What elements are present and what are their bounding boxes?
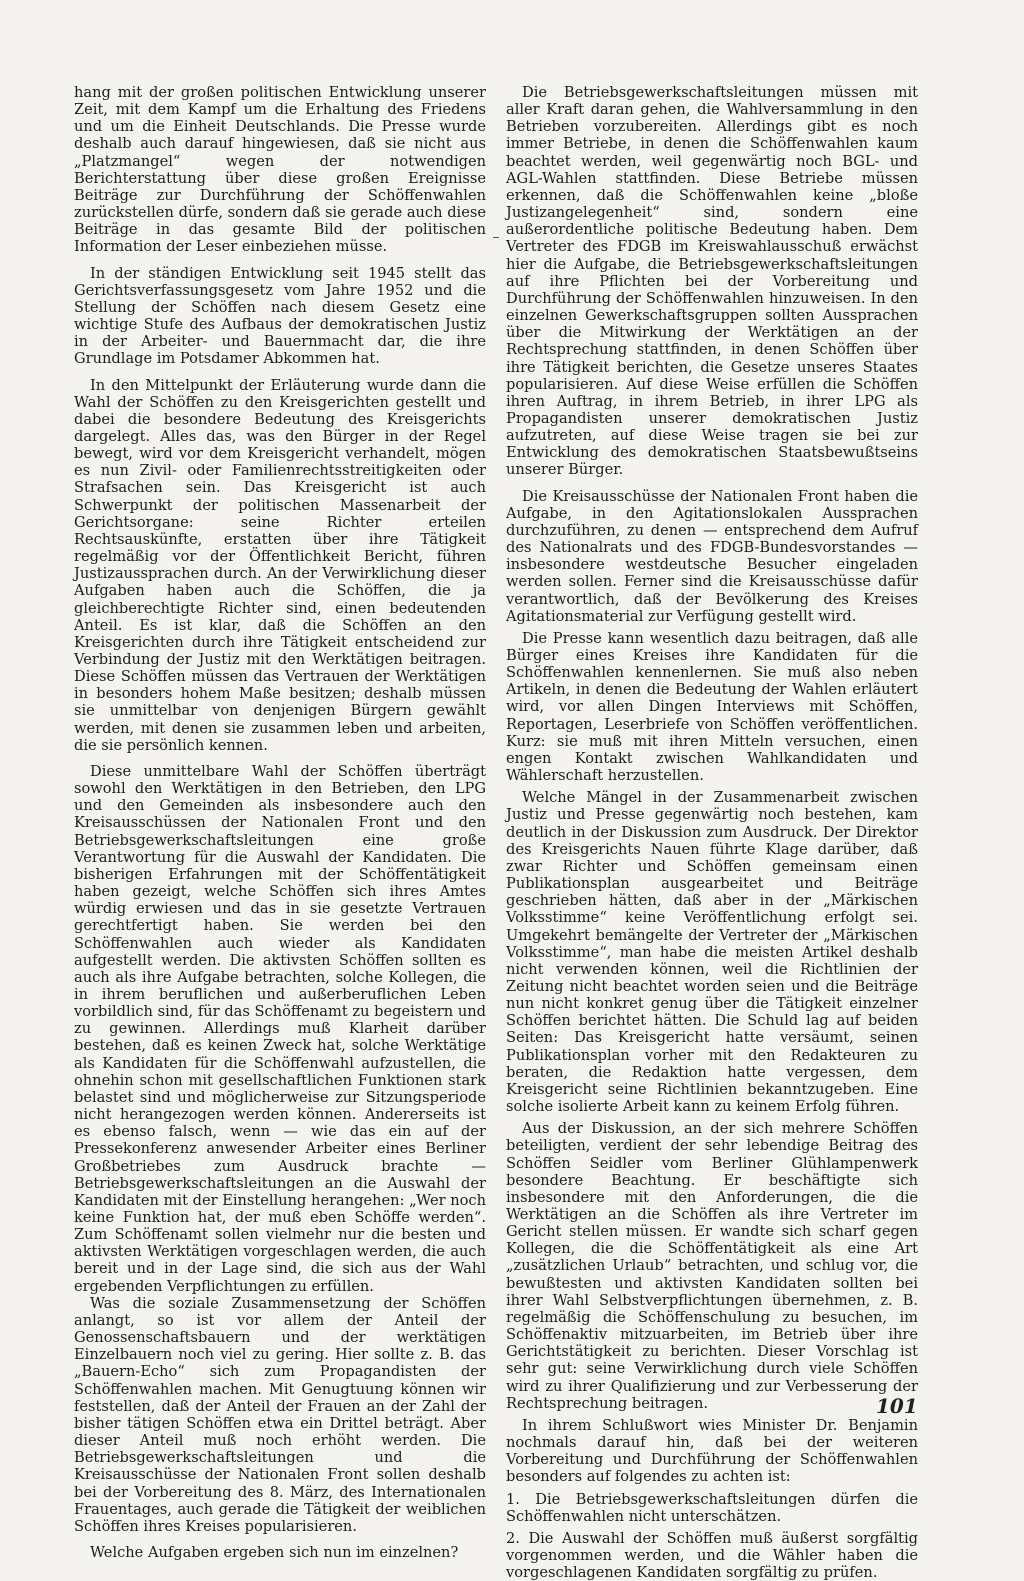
paragraph-question: Welche Aufgaben ergeben sich nun im einzelnen? bbox=[90, 1543, 459, 1561]
paragraph: In der ständigen Entwicklung seit 1945 stellt das Gerichtsverfassungsgesetz vom Jahre 1952 und die Stellung der Schöffen nach diesem Gesetz eine wichtige Stufe des Aufbaus der demokratischen Justiz in der Arbeiter- und Bauernmacht dar, die ihre Grundlage im Potsdamer Abkommen hat. bbox=[74, 264, 486, 368]
paragraph: In ihrem Schlußwort wies Minister Dr. Benjamin nochmals darauf hin, daß bei der weiteren Vorbereitung und Durchführung der Schöffenwahlen besonders auf folgendes zu achten ist: bbox=[506, 1416, 918, 1486]
paragraph: Diese unmittelbare Wahl der Schöffen überträgt sowohl den Werktätigen in den Betrieben, den LPG und den Gemeinden als insbesondere auch den Kreisausschüssen der Nationalen Front und den Betriebsgewerkschaftsleitungen eine große Verantwortung für die Auswahl der Kandidaten. Die bisherigen Erfahrungen mit der Schöffentätigkeit haben gezeigt, welche Schöffen sich ihres Amtes würdig erwiesen und das in sie gesetzte Vertrauen gerechtfertigt haben. Sie werden bei den Schöffenwahlen auch wieder als Kandidaten aufgestellt werden. Die aktivsten Schöffen sollten es auch als ihre Aufgabe betrachten, solche Kollegen, die in ihrem beruflichen und außerberuflichen Leben vorbildlich sind, für das Schöffenamt zu begeistern und zu gewinnen. Allerdings muß Klarheit darüber bestehen, daß es keinen Zweck hat, solche Werktätige als Kandidaten für die Schöffenwahl aufzustellen, die ohnehin schon mit gesellschaftlichen Funktionen stark belastet sind und möglicherweise zur Sitzungsperiode nicht herangezogen werden können. Andererseits ist es ebenso falsch, wenn — wie das ein auf der Pressekonferenz anwesender Arbeiter eines Berliner Großbetriebes zum Ausdruck brachte — Betriebsgewerkschaftsleitungen an die Auswahl der Kandidaten mit der Einstellung herangehen: „Wer noch keine Funktion hat, der muß eben Schöffe werden“. Zum Schöffenamt sollen vielmehr nur die besten und aktivsten Werktätigen vorgeschlagen werden, die auch bereit und in der Lage sind, die sich aus der Wahl ergebenden Verpflichtungen zu erfüllen. bbox=[74, 762, 486, 1295]
paragraph: hang mit der großen politischen Entwicklung unserer Zeit, mit dem Kampf um die Erhaltung des Friedens und um die Einheit Deutschlands. Die Presse wurde deshalb auch darauf hingewiesen, daß sie nicht aus „Platzmangel“ wegen der notwendigen Berichterstattung über diese großen Ereignisse Beiträge zur Durchführung der Schöffenwahlen zurückstellen dürfe, sondern daß sie gerade auch diese Beiträge in das gesamte Bild der politischen Information der Leser einbeziehen müsse. bbox=[74, 84, 486, 256]
paragraph: Welche Mängel in der Zusammenarbeit zwischen Justiz und Presse gegenwärtig noch bestehen, kam deutlich in der Diskussion zum Ausdruck. Der Direktor des Kreisgerichts Nauen führte Klage darüber, daß zwar Richter und Schöffen gemeinsam einen Publikationsplan ausgearbeitet und Beiträge geschrieben hätten, daß aber in der „Märkischen Volksstimme“ keine Veröffentlichung erfolgt sei. Umgekehrt bemängelte der Vertreter der „Märkischen Volksstimme“, man habe die meisten Artikel deshalb nicht verwenden können, weil die Richtlinien der Zeitung nicht beachtet worden seien und die Beiträge nun nicht konkret genug über die Tätigkeit einzelner Schöffen berichtet hätten. Die Schuld lag auf beiden Seiten: Das Kreisgericht hatte versäumt, seinen Publikationsplan vorher mit den Redakteuren zu beraten, die Redaktion hatte vergessen, dem Kreisgericht seine Richtlinien bekanntzugeben. Eine solche isolierte Arbeit kann zu keinem Erfolg führen. bbox=[506, 789, 918, 1116]
paragraph: Was die soziale Zusammensetzung der Schöffen anlangt, so ist vor allem der Anteil der Genossenschaftsbauern und der werktätigen Einzelbauern noch viel zu gering. Hier sollte z. B. das „Bauern-Echo“ sich zum Propagandisten der Schöffenwahlen machen. Mit Genugtuung können wir feststellen, daß der Anteil der Frauen an der Zahl der bisher tätigen Schöffen etwa ein Drittel beträgt. Aber dieser Anteil muß noch erhöht werden. Die Betriebsgewerkschaftsleitungen und die Kreisausschüsse der Nationalen Front sollen deshalb bei der Vorbereitung des 8. März, des Internationalen Frauentages, auch gerade die Tätigkeit der weiblichen Schöffen ihres Kreises popularisieren. bbox=[74, 1294, 486, 1535]
paragraph: In den Mittelpunkt der Erläuterung wurde dann die Wahl der Schöffen zu den Kreisgerichten gestellt und dabei die besondere Bedeutung des Kreisgerichts dargelegt. Alles das, was den Bürger in der Regel bewegt, wird vor dem Kreisgericht verhandelt, mögen es nun Zivil- oder Familienrechtsstreitigkeiten oder Strafsachen sein. Das Kreisgericht ist auch Schwerpunkt der politischen Massenarbeit der Gerichtsorgane: seine Richter erteilen Rechtsauskünfte, erstatten über ihre Tätigkeit regelmäßig vor der Öffentlichkeit Bericht, führen Justizaussprachen durch. An der Verwirklichung dieser Aufgaben haben auch die Schöffen, die ja gleichberechtigte Richter sind, einen bedeutenden Anteil. Es ist klar, daß die Schöffen an den Kreisgerichten durch ihre Tätigkeit entscheidend zur Verbindung der Justiz mit den Werktätigen beitragen. Diese Schöffen müssen das Vertrauen der Werktätigen in besonders hohem Maße besitzen; deshalb müssen sie unmittelbar von denjenigen Bürgern gewählt werden, mit denen sie zusammen leben und arbeiten, die sie persönlich kennen. bbox=[74, 376, 486, 754]
paragraph: Die Kreisausschüsse der Nationalen Front haben die Aufgabe, in den Agitationslokalen Aussprachen durchzuführen, zu denen — entsprechend dem Aufruf des Nationalrats und des FDGB-Bundesvorstandes — insbesondere westdeutsche Besucher eingeladen werden sollen. Ferner sind die Kreisausschüsse dafür verantwortlich, daß der Bevölkerung des Kreises Agitationsmaterial zur Verfügung gestellt wird. bbox=[506, 487, 918, 625]
list-item: 2. Die Auswahl der Schöffen muß äußerst sorgfältig vorgenommen werden, und die Wähler haben die vorgeschlagenen Kandidaten sorgfältig zu prüfen. bbox=[506, 1529, 918, 1581]
list-item: 1. Die Betriebsgewerkschaftsleitungen dürfen die Schöffenwahlen nicht unterschätzen. bbox=[506, 1490, 918, 1525]
right-column bbox=[506, 84, 918, 1581]
page-number: 101 bbox=[876, 1394, 918, 1418]
margin-mark bbox=[493, 237, 499, 238]
paragraph: Aus der Diskussion, an der sich mehrere Schöffen beteiligten, verdient der sehr lebendige Beitrag des Schöffen Seidler vom Berliner Glühlampenwerk besondere Beachtung. Er beschäftigte sich insbesondere mit den Anforderungen, die die Werktätigen an die Schöffen als ihre Vertreter im Gericht stellen müssen. Er wandte sich scharf gegen Kollegen, die die Schöffentätigkeit als eine Art „zusätzlichen Urlaub“ betrachten, und schlug vor, die bewußtesten und aktivsten Kandidaten sollten bei ihrer Wahl Selbstverpflichtungen übernehmen, z. B. regelmäßig die Schöffenschulung zu besuchen, im Schöffenaktiv mitzuarbeiten, im Betrieb über ihre Gerichtstätigkeit zu berichten. Dieser Vorschlag ist sehr gut: seine Verwirklichung durch viele Schöffen wird zu ihrer Qualifizierung und zur Verbesserung der Rechtsprechung beitragen. bbox=[506, 1120, 918, 1412]
left-column bbox=[74, 84, 486, 1561]
paragraph: Die Presse kann wesentlich dazu beitragen, daß alle Bürger eines Kreises ihre Kandidaten für die Schöffenwahlen kennenlernen. Sie muß also neben Artikeln, in denen die Bedeutung der Wahlen erläutert wird, vor allen Dingen Interviews mit Schöffen, Reportagen, Leserbriefe von Schöffen veröffentlichen. Kurz: sie muß mit ihren Mitteln versuchen, einen engen Kontakt zwischen Wahlkandidaten und Wählerschaft herzustellen. bbox=[506, 629, 918, 785]
paragraph: Die Betriebsgewerkschaftsleitungen müssen mit aller Kraft daran gehen, die Wahlversammlung in den Betrieben vorzubereiten. Allerdings gibt es noch immer Betriebe, in denen die Schöffenwahlen kaum beachtet werden, weil gegenwärtig noch BGL- und AGL-Wahlen stattfinden. Diese Betriebe müssen erkennen, daß die Schöffenwahlen keine „bloße Justizangelegenheit“ sind, sondern eine außerordentliche politische Bedeutung haben. Dem Vertreter des FDGB im Kreiswahlausschuß erwächst hier die Aufgabe, die Betriebsgewerkschaftsleitungen auf ihre Pflichten bei der Vorbereitung und Durchführung der Schöffenwahlen hinzuweisen. In den einzelnen Gewerkschaftsgruppen sollten Aussprachen über die Mitwirkung der Werktätigen an der Rechtsprechung stattfinden, in denen Schöffen über ihre Tätigkeit berichten, die Gesetze unseres Staates popularisieren. Auf diese Weise erfüllen die Schöffen ihren Auftrag, in ihrem Betrieb, in ihrer LPG als Propagandisten unserer demokratischen Justiz aufzutreten, auf diese Weise tragen sie bei zur Entwicklung des demokratischen Staatsbewußtseins unserer Bürger. bbox=[506, 84, 918, 479]
